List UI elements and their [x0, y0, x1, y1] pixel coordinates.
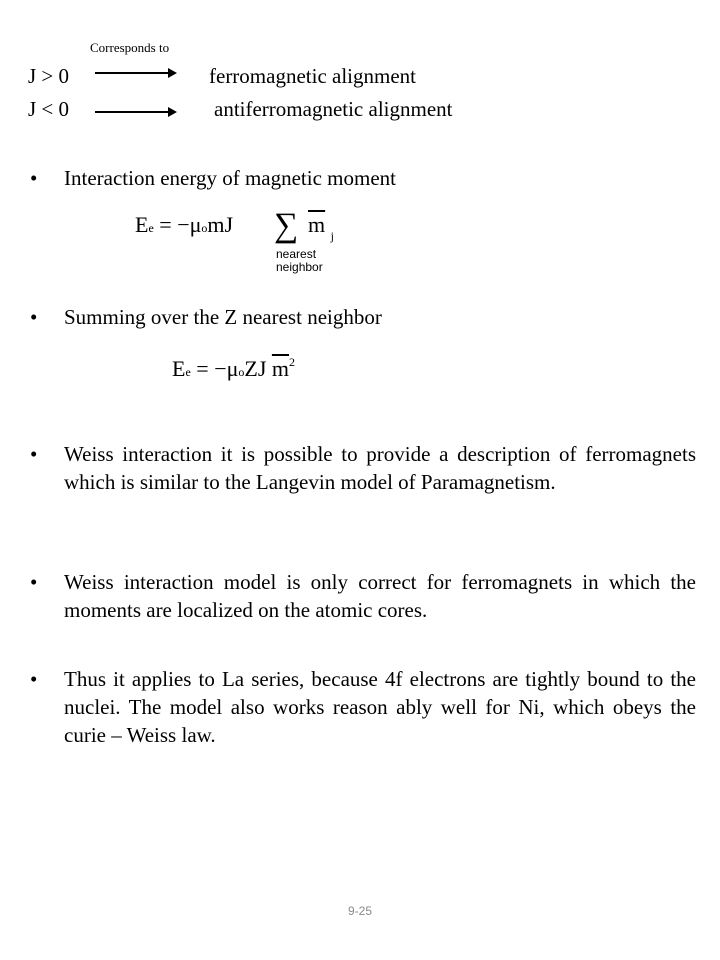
condition-j-positive: J > 0 [28, 64, 70, 88]
sum-icon: ∑ [274, 207, 299, 244]
page-number: 9-25 [347, 904, 373, 918]
bullet-icon: • [30, 166, 38, 190]
bullet-item [30, 164, 696, 192]
eq-lhs: E [135, 212, 149, 237]
bullet-item [30, 303, 696, 331]
condition-j-negative: J < 0 [28, 97, 70, 121]
sum-label-line2: neighbor [276, 260, 323, 274]
arrow-icon [95, 72, 175, 74]
sum-label-line1: nearest [276, 247, 317, 261]
bullet-icon: • [30, 442, 38, 466]
bullet-text: Weiss interaction it is possible to provide a description of ferromagnets which is similar to the Langevin model of Paramagnetism. [64, 442, 696, 494]
eq-term: $\overline{m}$ [308, 212, 326, 237]
summation-symbol [274, 209, 298, 243]
bullet-icon: • [30, 570, 38, 594]
eq2-lhs-sub: e [185, 365, 191, 379]
equation-z-neighbors [172, 356, 295, 382]
result-ferromagnetic: ferromagnetic alignment [209, 64, 416, 88]
eq2-rhs-prefix: = −μ [196, 356, 239, 381]
bullet-item [30, 440, 696, 496]
summation-label [276, 248, 323, 274]
bullet-text: Interaction energy of magnetic moment [64, 166, 396, 190]
eq-rhs-prefix: = −μ [159, 212, 202, 237]
bullet-icon: • [30, 667, 38, 691]
eq2-term-sup: 2 [289, 355, 296, 369]
bullet-item [30, 665, 696, 749]
eq-mu-sub: o [201, 221, 208, 235]
eq-lhs-sub: e [148, 221, 154, 235]
equation-exchange-energy [135, 212, 233, 238]
eq2-lhs: E [172, 356, 186, 381]
eq2-rhs-mid: ZJ [244, 356, 267, 381]
corresponds-label: Corresponds to [90, 40, 170, 55]
eq2-term: $\overline{m}$ [271, 356, 290, 381]
bullet-text: Thus it applies to La series, because 4f electrons are tightly bound to the nuclei. The model also works reason ably well for Ni, which obeys the curie – Weiss law. [64, 667, 696, 747]
bullet-icon: • [30, 305, 38, 329]
arrow-icon [95, 111, 175, 113]
eq-term-sub: j [330, 229, 334, 243]
eq2-mu-sub: o [238, 365, 245, 379]
result-antiferromagnetic: antiferromagnetic alignment [214, 97, 453, 121]
bullet-text: Weiss interaction model is only correct for ferromagnets in which the moments are localized on the atomic cores. [64, 570, 696, 622]
bullet-item [30, 568, 696, 624]
equation-term [308, 212, 334, 243]
eq-rhs-mid: mJ [207, 212, 234, 237]
bullet-text: Summing over the Z nearest neighbor [64, 305, 382, 329]
